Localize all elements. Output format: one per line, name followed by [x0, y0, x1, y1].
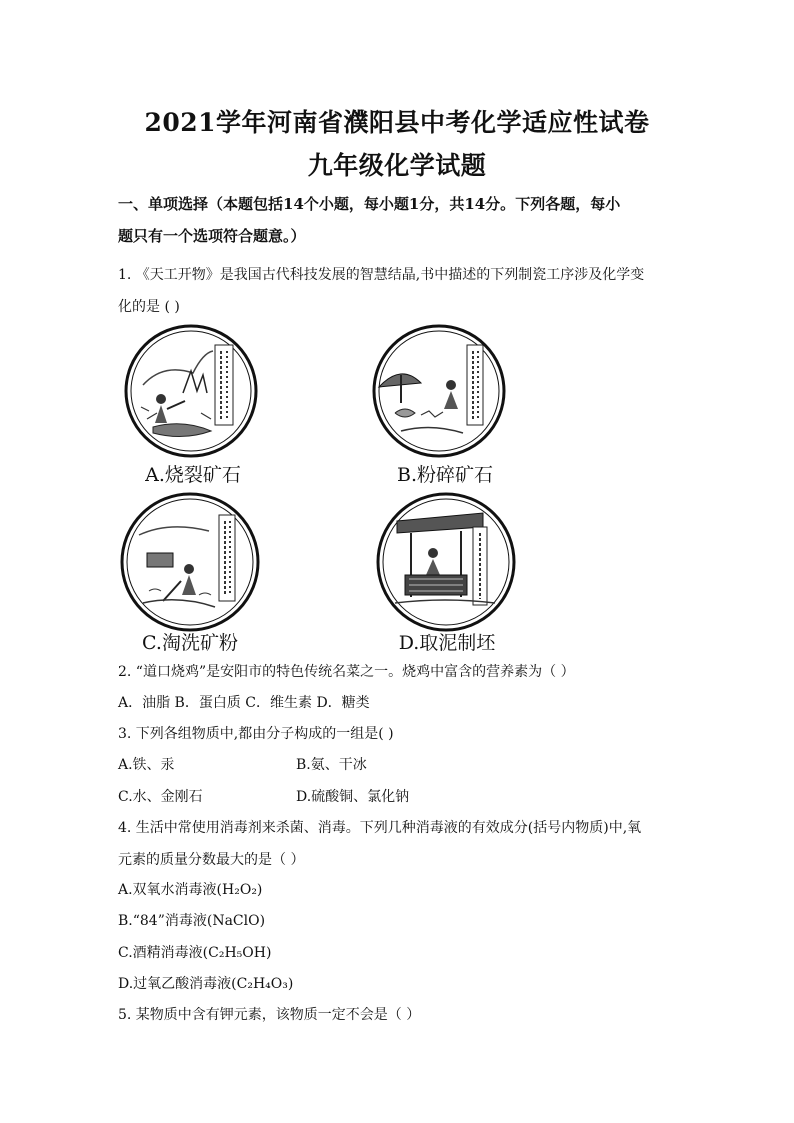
- question-3-option-d: D.硫酸铜、氯化钠: [296, 789, 410, 805]
- question-3-option-c: C.水、金刚石: [118, 789, 203, 805]
- question-4-line2: 元素的质量分数最大的是（ ）: [118, 852, 305, 868]
- option-c-label: C.淘洗矿粉: [142, 632, 238, 654]
- option-a-label: A.烧裂矿石: [145, 464, 241, 486]
- question-2-stem: 2. “道口烧鸡”是安阳市的特色传统名菜之一。烧鸡中富含的营养素为（ ）: [118, 664, 575, 680]
- question-4-option-a: A.双氧水消毒液(H₂O₂): [118, 882, 263, 898]
- option-b-illustration: [371, 323, 507, 459]
- question-4-option-c: C.酒精消毒液(C₂H₅OH): [118, 945, 272, 961]
- question-2-options: A．油脂 B．蛋白质 C．维生素 D．糖类: [118, 695, 370, 711]
- question-3-option-a: A.铁、汞: [118, 757, 175, 773]
- option-d-illustration: [375, 491, 517, 633]
- question-4-option-d: D.过氧乙酸消毒液(C₂H₄O₃): [118, 976, 294, 992]
- question-1-line1: 1. 《天工开物》是我国古代科技发展的智慧结晶,书中描述的下列制瓷工序涉及化学变: [118, 267, 645, 283]
- option-d-label: D.取泥制坯: [398, 632, 496, 654]
- question-3-option-b: B.氨、干冰: [296, 757, 367, 773]
- section-heading-line1: 一、单项选择（本题包括14个小题，每小题1分，共14分。下列各题，每小: [118, 195, 621, 213]
- section-heading-line2: 题只有一个选项符合题意。）: [118, 227, 306, 245]
- question-1-line2: 化的是 ( ): [118, 299, 180, 315]
- page-title: 2021学年河南省濮阳县中考化学适应性试卷: [144, 108, 650, 137]
- question-3-stem: 3. 下列各组物质中,都由分子构成的一组是( ): [118, 726, 394, 742]
- page-subtitle: 九年级化学试题: [307, 151, 487, 180]
- option-b-label: B.粉碎矿石: [396, 464, 493, 486]
- option-c-illustration: [119, 491, 261, 633]
- question-4-option-b: B.“84”消毒液(NaClO): [118, 913, 266, 929]
- question-5-stem: 5. 某物质中含有钾元素，该物质一定不会是（ ）: [118, 1007, 421, 1023]
- question-4-line1: 4. 生活中常使用消毒剂来杀菌、消毒。下列几种消毒液的有效成分(括号内物质)中,氧: [118, 820, 642, 836]
- option-a-illustration: [123, 323, 259, 459]
